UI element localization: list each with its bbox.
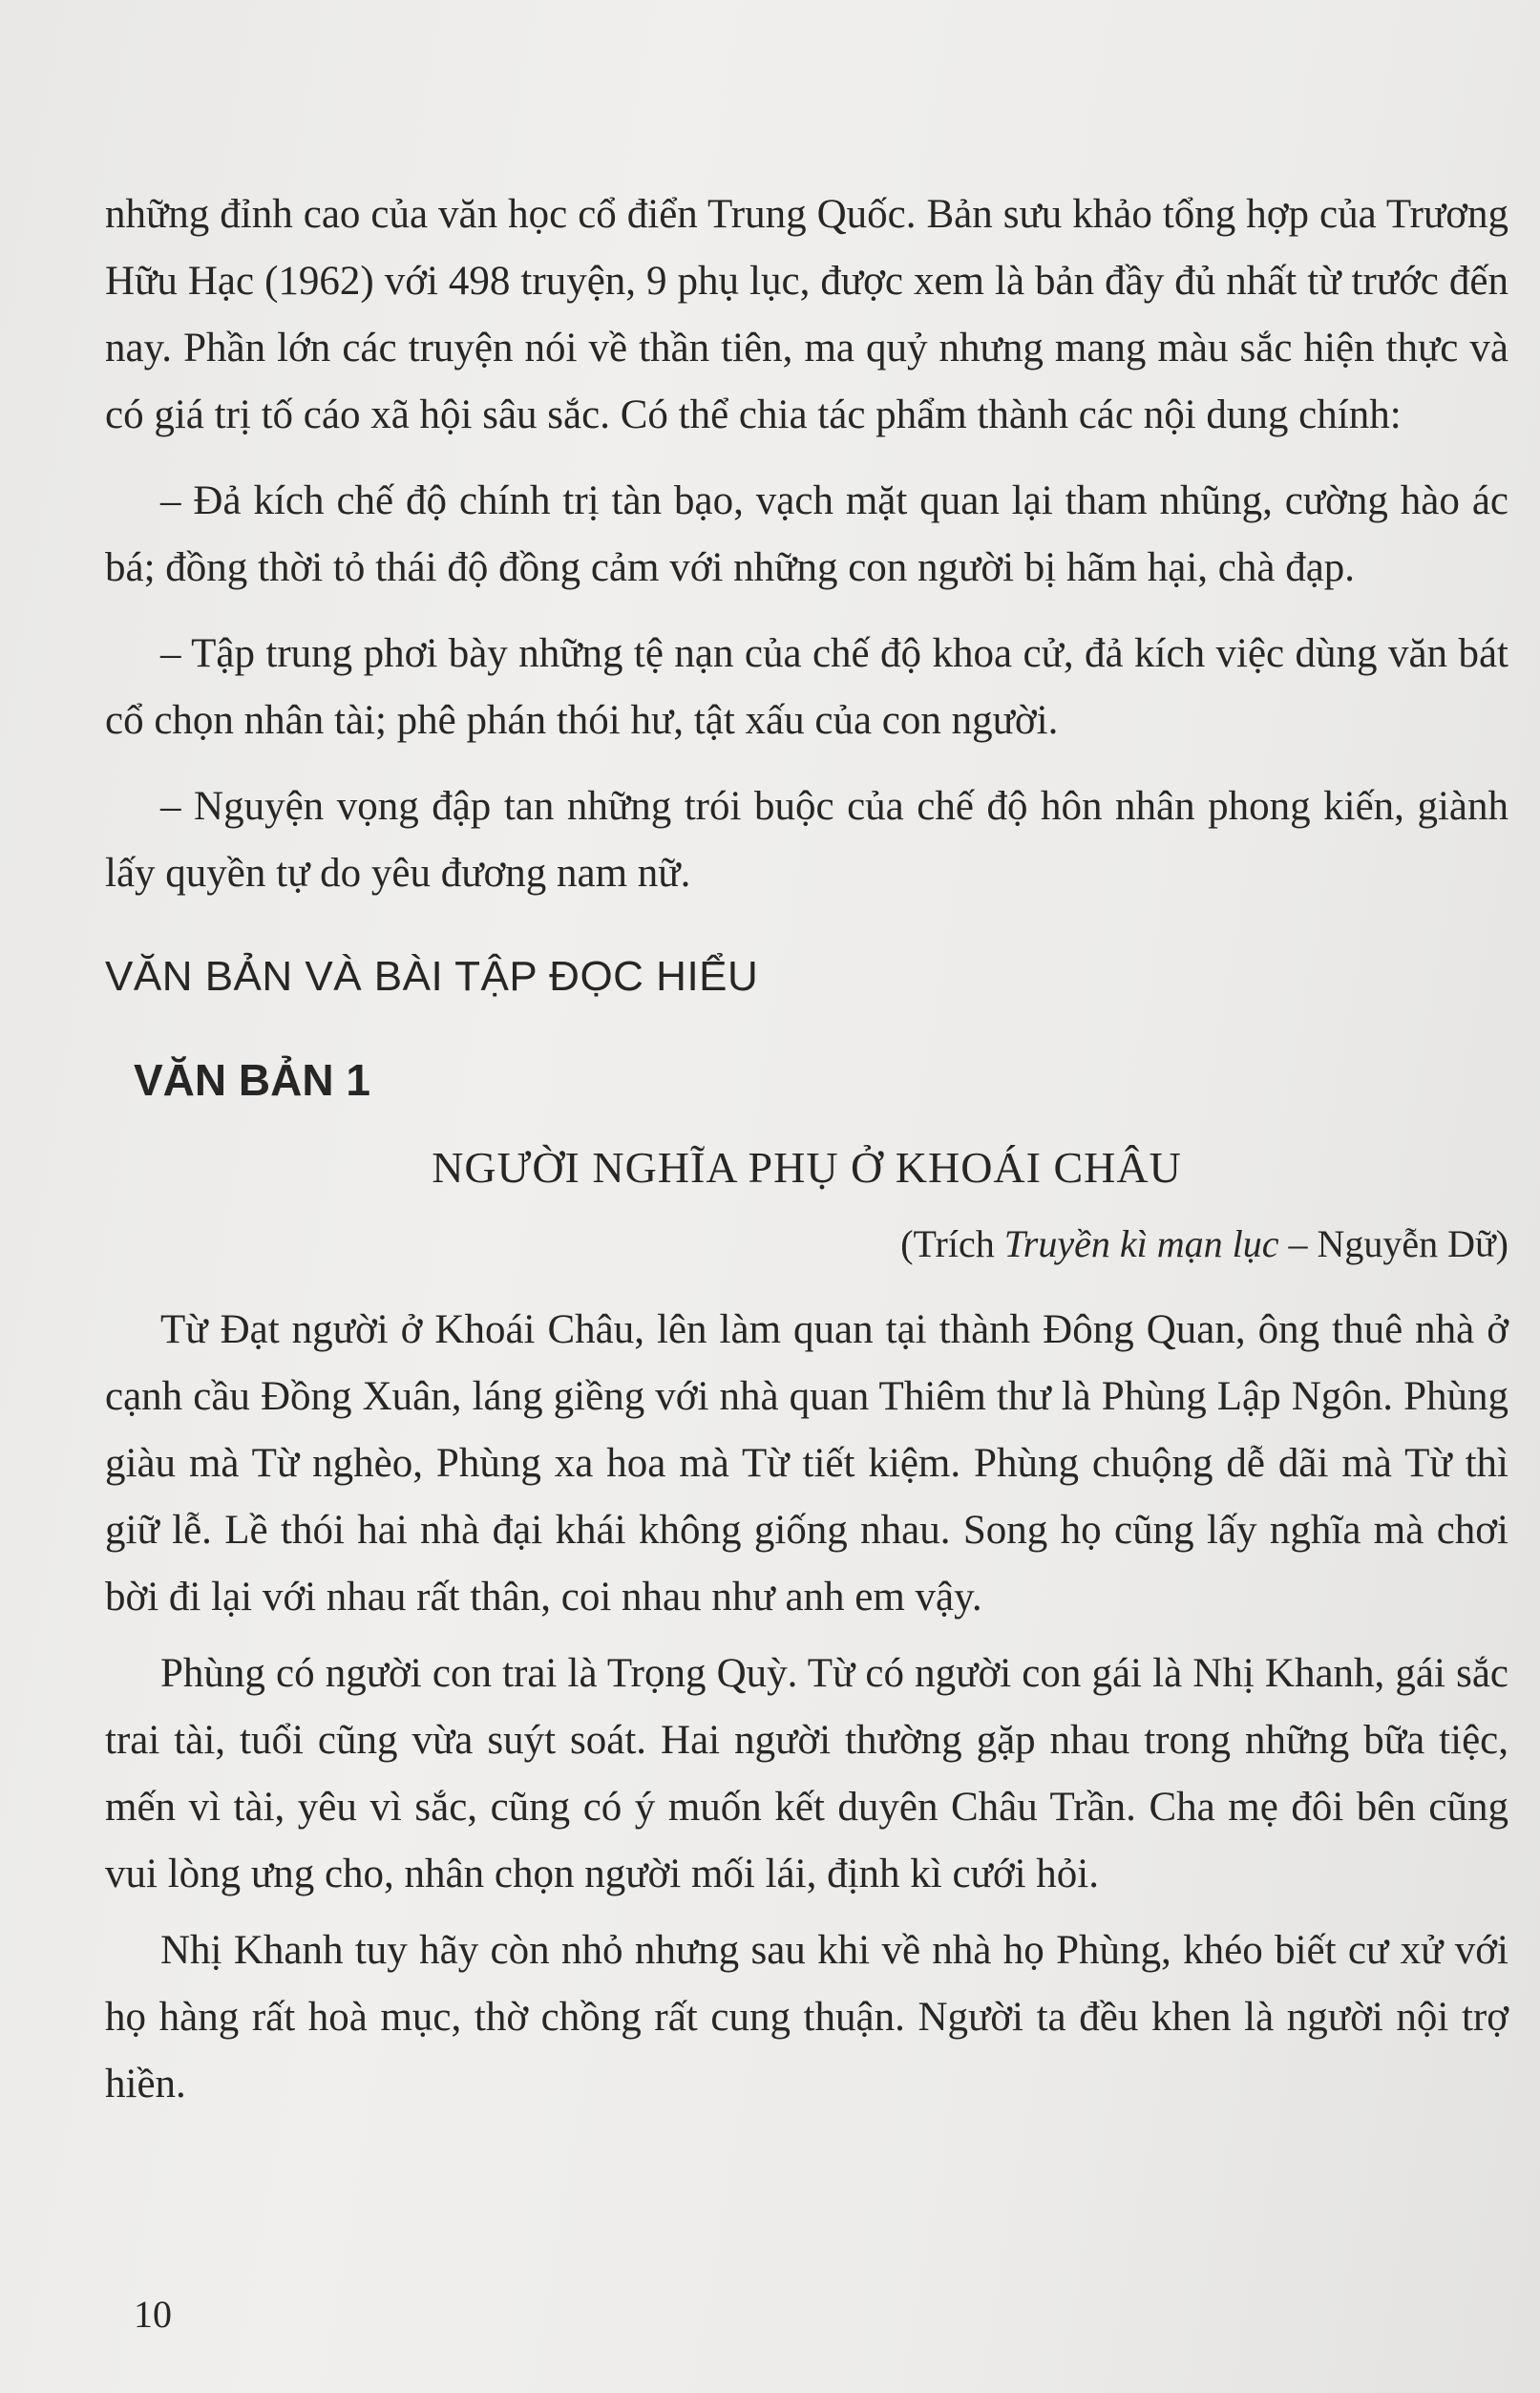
intro-paragraph: những đỉnh cao của văn học cổ điển Trung Quốc. Bản sưu khảo tổng hợp của Trương Hữu Hạc (1962) với 498 truyện, 9 phụ lục, được xem là bản đầy đủ nhất từ trước đến nay. Phần lớn các truyện nói về thần tiên, ma quỷ nhưng mang màu sắc hiện thực và có giá trị tố cáo xã hội sâu sắc. Có thể chia tác phẩm thành các nội dung chính: (105, 192, 1508, 437)
section-heading: VĂN BẢN VÀ BÀI TẬP ĐỌC HIỂU (105, 953, 759, 1000)
text-heading: VĂN BẢN 1 (134, 1055, 370, 1105)
story-source (105, 1211, 1508, 1278)
bullet-item-3: – Nguyện vọng đập tan những trói buộc của chế độ hôn nhân phong kiến, giành lấy quyền tự do yêu đương nam nữ. (105, 784, 1508, 896)
story-title: NGƯỜI NGHĨA PHỤ Ở KHOÁI CHÂU (432, 1143, 1182, 1192)
page-number: 10 (134, 2293, 172, 2336)
source-prefix: (Trích (900, 1222, 1004, 1265)
source-work-title: Truyền kì mạn lục (1003, 1222, 1279, 1265)
story-paragraph-3: Nhị Khanh tuy hãy còn nhỏ nhưng sau khi về nhà họ Phùng, khéo biết cư xử với họ hàng rất hoà mục, thờ chồng rất cung thuận. Người ta đều khen là người nội trợ hiền. (105, 1928, 1508, 2107)
story-paragraph-1: Từ Đạt người ở Khoái Châu, lên làm quan tại thành Đông Quan, ông thuê nhà ở cạnh cầu Đồng Xuân, láng giềng với nhà quan Thiêm thư là Phùng Lập Ngôn. Phùng giàu mà Từ nghèo, Phùng xa hoa mà Từ tiết kiệm. Phùng chuộng dễ dãi mà Từ thì giữ lễ. Lề thói hai nhà đại khái không giống nhau. Song họ cũng lấy nghĩa mà chơi bời đi lại với nhau rất thân, coi nhau như anh em vậy. (105, 1307, 1508, 1620)
bullet-item-2: – Tập trung phơi bày những tệ nạn của chế độ khoa cử, đả kích việc dùng văn bát cổ chọn nhân tài; phê phán thói hư, tật xấu của con người. (105, 631, 1508, 743)
source-suffix: – Nguyễn Dữ) (1278, 1222, 1508, 1265)
story-paragraph-2: Phùng có người con trai là Trọng Quỳ. Từ có người con gái là Nhị Khanh, gái sắc trai tài, tuổi cũng vừa suýt soát. Hai người thường gặp nhau trong những bữa tiệc, mến vì tài, yêu vì sắc, cũng có ý muốn kết duyên Châu Trần. Cha mẹ đôi bên cũng vui lòng ưng cho, nhân chọn người mối lái, định kì cưới hỏi. (105, 1651, 1508, 1896)
page-content (105, 181, 1508, 2118)
bullet-item-1: – Đả kích chế độ chính trị tàn bạo, vạch mặt quan lại tham nhũng, cường hào ác bá; đồng thời tỏ thái độ đồng cảm với những con người bị hãm hại, chà đạp. (105, 478, 1508, 590)
